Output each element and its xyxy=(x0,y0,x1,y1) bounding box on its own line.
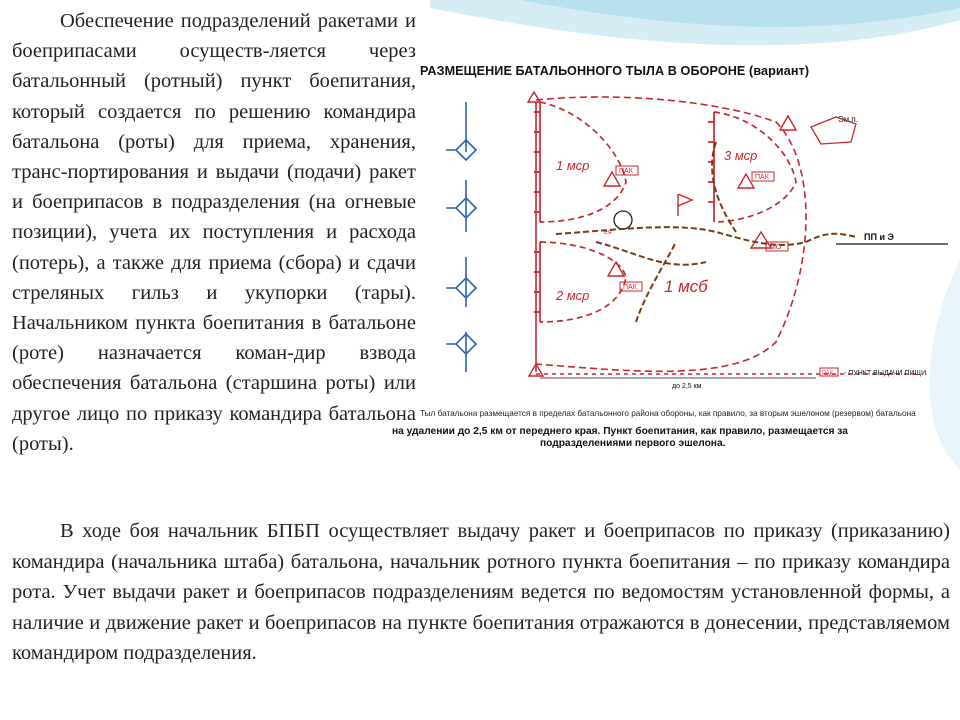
tag-2: ПАК xyxy=(623,284,637,291)
flank-arrows xyxy=(446,150,456,344)
battalion-boundary xyxy=(536,97,806,371)
legend xyxy=(820,368,926,377)
bottom-paragraph-text: В ходе боя начальник БПБП осуществляет выдачу ракет и боеприпасов по приказу (приказанию) командира (начальника штаба) батальона, начальник ротного пункта боепитания – по приказу командира рота. Учет выдачи ракет и боеприпасов подразделениям ведется по ведомостям установленной формы, а наличие и движение ракет и боеприпасов на пункте боепитания отражаются в донесении, представляемом командиром подразделения. xyxy=(12,520,950,665)
corner-outline xyxy=(811,117,856,144)
company-2-label: 2 мср xyxy=(556,288,590,303)
supply-triangle-4 xyxy=(751,232,771,248)
corner-symbol xyxy=(614,117,856,229)
supply-triangle-2 xyxy=(608,262,624,276)
legend-text: - ПУНКТ ВЫДАЧИ ПИЩИ xyxy=(844,370,927,377)
company-1-front xyxy=(534,102,540,222)
supply-triangle-7 xyxy=(780,116,796,130)
diagram-title-variant: (вариант) xyxy=(749,64,810,78)
company-3-boundary xyxy=(714,112,796,222)
company-1-area xyxy=(534,102,626,222)
battalion-rear-diagram xyxy=(416,82,960,462)
distance-label: до 2,5 км xyxy=(672,383,702,390)
tag-corner: Эм.п. xyxy=(838,115,858,124)
road-to-rear xyxy=(836,232,948,244)
company-3-front xyxy=(708,112,714,222)
corner-circle xyxy=(614,211,632,229)
company-2-boundary xyxy=(540,242,626,322)
diagram-caption-bold xyxy=(392,426,960,450)
tag-mo: МО xyxy=(770,244,782,251)
left-paragraph-text: Обеспечение подразделений ракетами и боеприпасами осуществ-ляется через батальонный (ротный) пункт боепитания, который создается по решению командира батальона (роты) для приема, хранения, транс-портирования и выдачи (подачи) ракет и боеприпасов в подразделения (на огневые позиции), учета их поступления и расхода (потерь), а также для приема (сбора) и сдачи стреляных гильз и укупорки (тары). Начальником пункта боепитания в батальоне (роте) назначается коман-дир взвода обеспечения батальона (старшина роты) или другое лицо по приказу командира батальона (роты). xyxy=(12,10,416,455)
company-2-area xyxy=(534,242,626,322)
route-main xyxy=(556,227,856,245)
tag-ea: ея xyxy=(604,229,612,236)
legend-box-label: РАК xyxy=(822,371,834,377)
diagram-caption-small: Тыл батальона размещается в пределах батальонного района обороны, как правило, за вторым эшелоном (резервом) батальона xyxy=(420,409,916,418)
diagram-title-text: РАЗМЕЩЕНИЕ БАТАЛЬОННОГО ТЫЛА В ОБОРОНЕ xyxy=(420,64,746,78)
supply-triangle-1 xyxy=(604,172,620,186)
bottom-paragraph xyxy=(12,516,950,669)
tag-1: ПАК xyxy=(619,168,633,175)
diagram-caption-line-1: на удалении до 2,5 км от переднего края. Пункт боепитания, как правило, размещается за xyxy=(392,426,848,437)
distance-marker xyxy=(540,378,816,390)
tag-3: ПАК xyxy=(755,174,769,181)
diagram-title xyxy=(420,64,960,78)
company-3-label: 3 мср xyxy=(724,148,758,163)
left-paragraph xyxy=(12,6,416,459)
company-1-label: 1 мср xyxy=(556,158,590,173)
battalion-label: 1 мсб xyxy=(664,277,708,296)
flank-markers xyxy=(446,102,476,372)
diagram-caption-line-2: подразделениями первого эшелона. xyxy=(540,438,726,449)
route-branch-1 xyxy=(596,242,706,265)
road-label: ПП и Э xyxy=(864,232,894,242)
flag-marker xyxy=(678,194,692,216)
company-2-front xyxy=(534,242,540,322)
